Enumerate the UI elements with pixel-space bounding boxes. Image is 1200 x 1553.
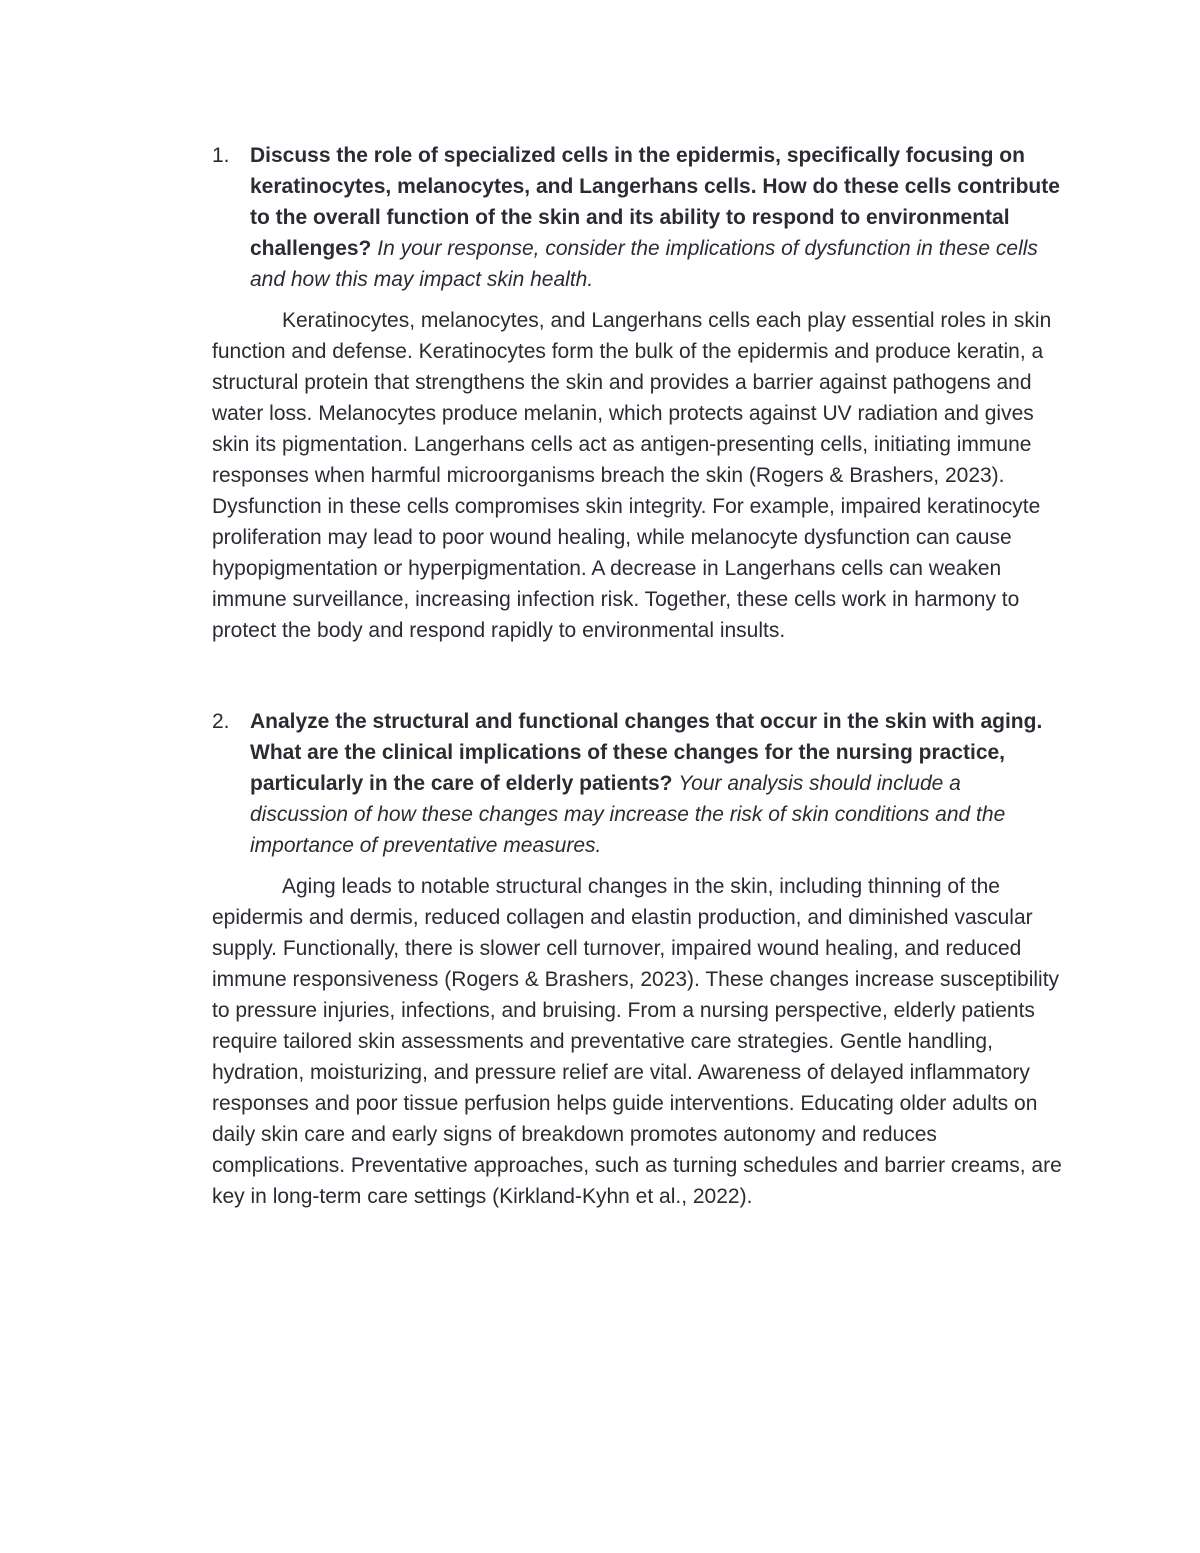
question-prompt [250, 140, 1062, 295]
question-prompt-italic: Your analysis should include a discussion of how these changes may increase the risk of skin conditions and the importance of preventative measures. [250, 772, 1006, 857]
question-2 [212, 706, 1062, 861]
question-prompt [250, 706, 1062, 861]
question-prompt-bold: Discuss the role of specialized cells in the epidermis, specifically focusing on keratinocytes, melanocytes, and Langerhans cells. How do these cells contribute to the overall function of the skin and its ability to respond to environmental challenges? [250, 144, 1060, 260]
question-prompt-bold: Analyze the structural and functional changes that occur in the skin with aging. What are the clinical implications of these changes for the nursing practice, particularly in the care of elderly patients? [250, 710, 1043, 795]
document-content [212, 140, 1062, 1212]
question-1 [212, 140, 1062, 295]
answer-1: Keratinocytes, melanocytes, and Langerhans cells each play essential roles in skin function and defense. Keratinocytes form the bulk of the epidermis and produce keratin, a structural protein that strengthens the skin and provides a barrier against pathogens and water loss. Melanocytes produce melanin, which protects against UV radiation and gives skin its pigmentation. Langerhans cells act as antigen-presenting cells, initiating immune responses when harmful microorganisms breach the skin (Rogers & Brashers, 2023). Dysfunction in these cells compromises skin integrity. For example, impaired keratinocyte proliferation may lead to poor wound healing, while melanocyte dysfunction can cause hypopigmentation or hyperpigmentation. A decrease in Langerhans cells can weaken immune surveillance, increasing infection risk. Together, these cells work in harmony to protect the body and respond rapidly to environmental insults. [212, 309, 1052, 642]
answer-2: Aging leads to notable structural changes in the skin, including thinning of the epidermis and dermis, reduced collagen and elastin production, and diminished vascular supply. Functionally, there is slower cell turnover, impaired wound healing, and reduced immune responsiveness (Rogers & Brashers, 2023). These changes increase susceptibility to pressure injuries, infections, and bruising. From a nursing perspective, elderly patients require tailored skin assessments and preventative care strategies. Gentle handling, hydration, moisturizing, and pressure relief are vital. Awareness of delayed inflammatory responses and poor tissue perfusion helps guide interventions. Educating older adults on daily skin care and early signs of breakdown promotes autonomy and reduces complications. Preventative approaches, such as turning schedules and barrier creams, are key in long-term care settings (Kirkland-Kyhn et al., 2022). [212, 875, 1062, 1208]
question-number: 2. [212, 710, 230, 733]
question-number: 1. [212, 144, 230, 167]
question-prompt-italic: In your response, consider the implications of dysfunction in these cells and how this may impact skin health. [250, 237, 1038, 291]
